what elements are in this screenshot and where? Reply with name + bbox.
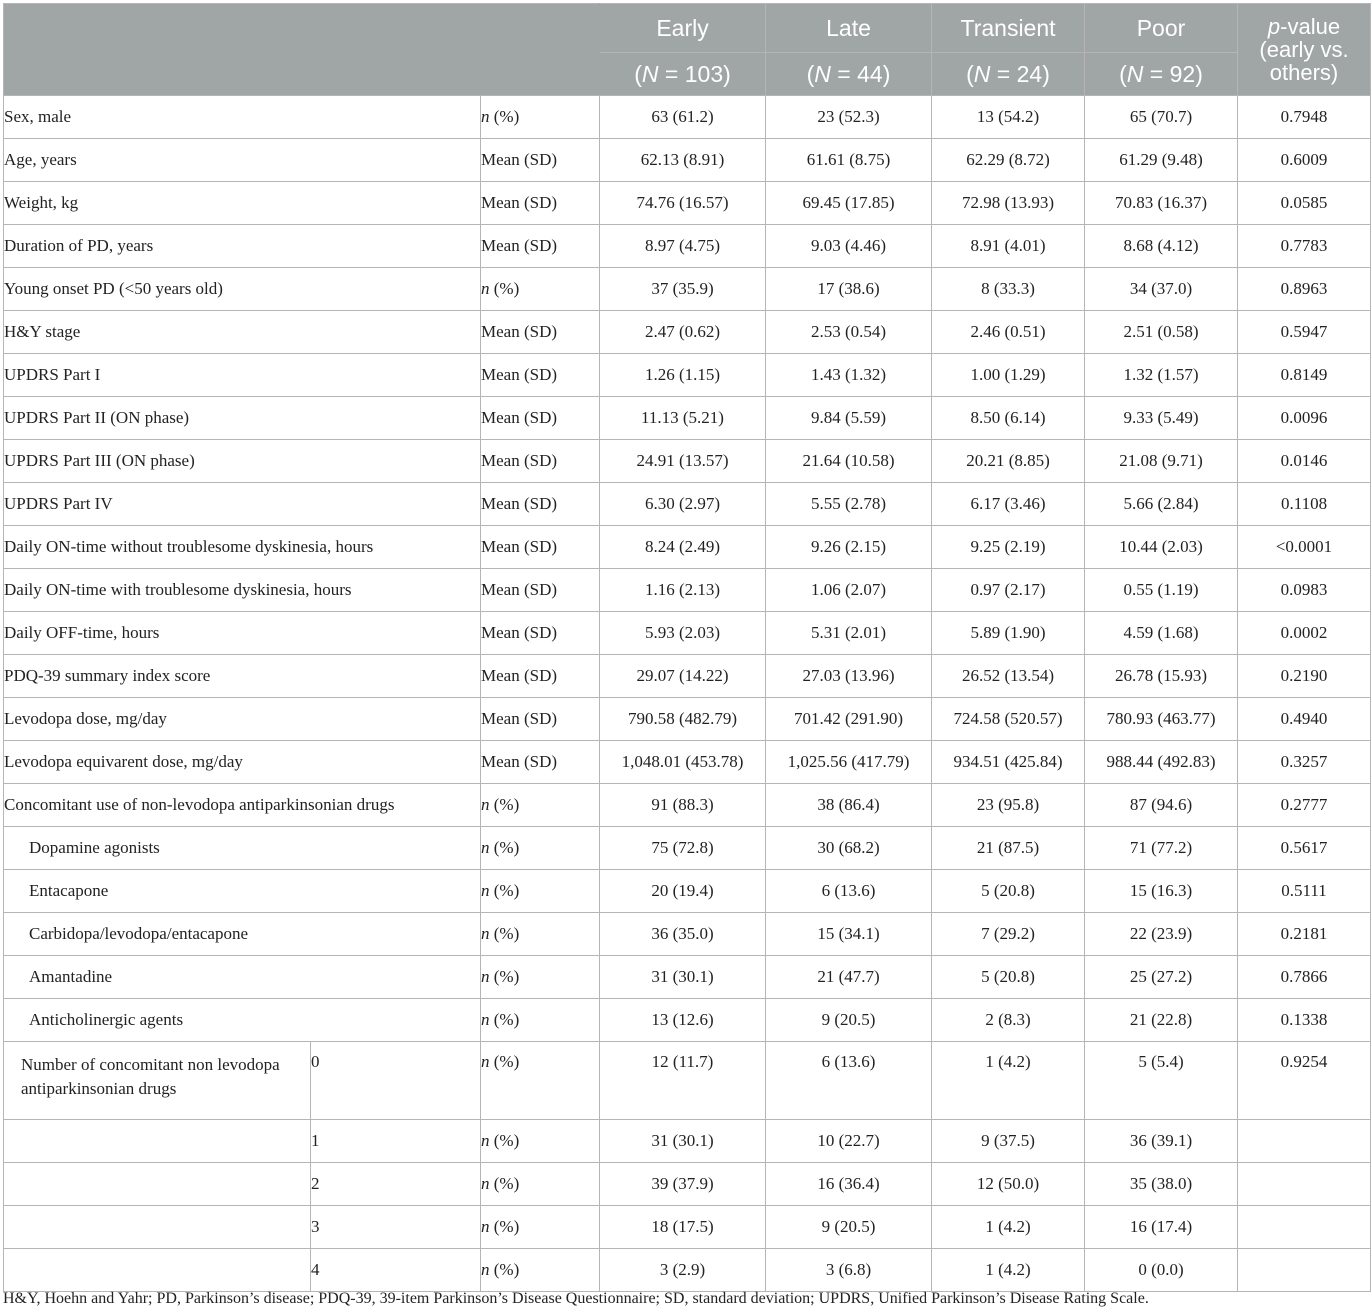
row-value-early: 8.97 (4.75) xyxy=(600,225,766,268)
table-footnote: H&Y, Hoehn and Yahr; PD, Parkinson’s disease; PDQ-39, 39-item Parkinson’s Disease Questionnaire; SD, standard deviation; UPDRS, Unified Parkinson’s Disease Rating Scale. xyxy=(3,1290,1149,1307)
header-blank-cell xyxy=(4,4,600,96)
row-pvalue: 0.2190 xyxy=(1238,655,1371,698)
row-value-late: 17 (38.6) xyxy=(766,268,932,311)
count-pvalue xyxy=(1238,1120,1371,1163)
n-symbol: N xyxy=(814,60,831,87)
table-row xyxy=(4,827,1371,870)
row-stat-type: n (%) xyxy=(481,1042,600,1120)
n-prefix: ( xyxy=(1119,60,1127,87)
count-number: 4 xyxy=(311,1249,481,1292)
count-pvalue xyxy=(1238,1163,1371,1206)
row-stat-type: n (%) xyxy=(481,999,600,1042)
row-value-late: 69.45 (17.85) xyxy=(766,182,932,225)
row-value-early: 790.58 (482.79) xyxy=(600,698,766,741)
stat-n-symbol: n xyxy=(481,795,490,814)
row-label: Duration of PD, years xyxy=(4,225,481,268)
row-pvalue: 0.2181 xyxy=(1238,913,1371,956)
row-value-poor: 34 (37.0) xyxy=(1085,268,1238,311)
row-stat-type: Mean (SD) xyxy=(481,741,600,784)
count-value-early: 18 (17.5) xyxy=(600,1206,766,1249)
stat-n-symbol: n xyxy=(481,1010,490,1029)
baseline-characteristics-table xyxy=(3,3,1371,1292)
count-row xyxy=(4,1042,1371,1120)
row-pvalue: 0.0585 xyxy=(1238,182,1371,225)
row-stat-type: n (%) xyxy=(481,870,600,913)
row-stat-type: Mean (SD) xyxy=(481,139,600,182)
row-value-poor: 9.33 (5.49) xyxy=(1085,397,1238,440)
row-label: Weight, kg xyxy=(4,182,481,225)
row-value-late: 701.42 (291.90) xyxy=(766,698,932,741)
count-section-blank xyxy=(4,1249,311,1292)
count-number: 3 xyxy=(311,1206,481,1249)
row-pvalue: 0.2777 xyxy=(1238,784,1371,827)
table-row xyxy=(4,225,1371,268)
row-label: Daily OFF-time, hours xyxy=(4,612,481,655)
n-value: 24 xyxy=(1016,60,1043,87)
row-value-transient: 7 (29.2) xyxy=(932,913,1085,956)
row-pvalue: 0.0002 xyxy=(1238,612,1371,655)
header-pvalue-rest: -value xyxy=(1280,14,1341,39)
table-row xyxy=(4,655,1371,698)
row-value-poor: 21 (22.8) xyxy=(1085,999,1238,1042)
count-pvalue xyxy=(1238,1206,1371,1249)
row-value-transient: 21 (87.5) xyxy=(932,827,1085,870)
row-pvalue: 0.0146 xyxy=(1238,440,1371,483)
n-suffix: ) xyxy=(723,60,731,87)
row-label: UPDRS Part IV xyxy=(4,483,481,526)
table-row xyxy=(4,612,1371,655)
count-value-early: 39 (37.9) xyxy=(600,1163,766,1206)
n-value: 44 xyxy=(857,60,883,87)
row-label: PDQ-39 summary index score xyxy=(4,655,481,698)
row-value-transient: 2 (8.3) xyxy=(932,999,1085,1042)
row-stat-type: Mean (SD) xyxy=(481,698,600,741)
row-value-late: 1.06 (2.07) xyxy=(766,569,932,612)
row-value-early: 36 (35.0) xyxy=(600,913,766,956)
row-stat-type: Mean (SD) xyxy=(481,526,600,569)
row-pvalue: 0.7948 xyxy=(1238,96,1371,139)
row-value-transient: 20.21 (8.85) xyxy=(932,440,1085,483)
count-value-transient: 12 (50.0) xyxy=(932,1163,1085,1206)
header-n-transient xyxy=(932,53,1085,96)
row-value-late: 21.64 (10.58) xyxy=(766,440,932,483)
count-value-transient: 1 (4.2) xyxy=(932,1206,1085,1249)
row-value-late: 9.84 (5.59) xyxy=(766,397,932,440)
row-pvalue: 0.8149 xyxy=(1238,354,1371,397)
row-value-transient: 5.89 (1.90) xyxy=(932,612,1085,655)
row-value-poor: 87 (94.6) xyxy=(1085,784,1238,827)
row-value-late: 9.26 (2.15) xyxy=(766,526,932,569)
row-value-poor: 8.68 (4.12) xyxy=(1085,225,1238,268)
row-label: Daily ON-time without troublesome dyskinesia, hours xyxy=(4,526,481,569)
table-row xyxy=(4,741,1371,784)
row-value-late: 5.31 (2.01) xyxy=(766,612,932,655)
row-stat-type: Mean (SD) xyxy=(481,440,600,483)
row-value-transient: 62.29 (8.72) xyxy=(932,139,1085,182)
row-stat-type: n (%) xyxy=(481,268,600,311)
row-label: H&Y stage xyxy=(4,311,481,354)
table-row xyxy=(4,913,1371,956)
row-value-early: 5.93 (2.03) xyxy=(600,612,766,655)
row-value-poor: 25 (27.2) xyxy=(1085,956,1238,999)
row-label: Anticholinergic agents xyxy=(4,999,481,1042)
count-section-blank xyxy=(4,1206,311,1249)
row-value-early: 91 (88.3) xyxy=(600,784,766,827)
row-value-poor: 10.44 (2.03) xyxy=(1085,526,1238,569)
row-value-early: 1.26 (1.15) xyxy=(600,354,766,397)
row-value-transient: 72.98 (13.93) xyxy=(932,182,1085,225)
n-equals: = xyxy=(658,60,685,87)
count-value-poor: 16 (17.4) xyxy=(1085,1206,1238,1249)
stat-n-symbol: n xyxy=(481,924,490,943)
count-row xyxy=(4,1163,1371,1206)
row-stat-type: n (%) xyxy=(481,1206,600,1249)
n-prefix: ( xyxy=(806,60,815,87)
count-value-late: 9 (20.5) xyxy=(766,1206,932,1249)
stat-n-symbol: n xyxy=(481,1174,490,1193)
count-number: 1 xyxy=(311,1120,481,1163)
count-value-poor: 0 (0.0) xyxy=(1085,1249,1238,1292)
row-stat-type: n (%) xyxy=(481,96,600,139)
row-label: Levodopa dose, mg/day xyxy=(4,698,481,741)
row-value-late: 38 (86.4) xyxy=(766,784,932,827)
row-pvalue: 0.7866 xyxy=(1238,956,1371,999)
count-value-early: 12 (11.7) xyxy=(600,1042,766,1120)
row-value-poor: 61.29 (9.48) xyxy=(1085,139,1238,182)
row-pvalue: 0.6009 xyxy=(1238,139,1371,182)
row-stat-type: n (%) xyxy=(481,827,600,870)
row-label: UPDRS Part II (ON phase) xyxy=(4,397,481,440)
row-value-early: 13 (12.6) xyxy=(600,999,766,1042)
row-label: Dopamine agonists xyxy=(4,827,481,870)
row-stat-type: Mean (SD) xyxy=(481,655,600,698)
stat-n-symbol: n xyxy=(481,881,490,900)
table-row xyxy=(4,526,1371,569)
n-value: 92 xyxy=(1169,60,1196,87)
count-value-late: 3 (6.8) xyxy=(766,1249,932,1292)
row-value-transient: 5 (20.8) xyxy=(932,870,1085,913)
count-value-late: 6 (13.6) xyxy=(766,1042,932,1120)
row-value-poor: 65 (70.7) xyxy=(1085,96,1238,139)
header-group-poor: Poor xyxy=(1085,4,1238,53)
count-value-transient: 9 (37.5) xyxy=(932,1120,1085,1163)
row-label: Sex, male xyxy=(4,96,481,139)
table-row xyxy=(4,96,1371,139)
row-value-early: 75 (72.8) xyxy=(600,827,766,870)
row-label: UPDRS Part III (ON phase) xyxy=(4,440,481,483)
row-value-transient: 8 (33.3) xyxy=(932,268,1085,311)
n-equals: = xyxy=(990,60,1017,87)
row-value-early: 8.24 (2.49) xyxy=(600,526,766,569)
row-label: Young onset PD (<50 years old) xyxy=(4,268,481,311)
row-pvalue: 0.0096 xyxy=(1238,397,1371,440)
row-value-poor: 1.32 (1.57) xyxy=(1085,354,1238,397)
table-row xyxy=(4,870,1371,913)
row-value-early: 1,048.01 (453.78) xyxy=(600,741,766,784)
stat-n-symbol: n xyxy=(481,1052,490,1071)
row-value-transient: 8.50 (6.14) xyxy=(932,397,1085,440)
row-value-transient: 934.51 (425.84) xyxy=(932,741,1085,784)
row-pvalue: 0.7783 xyxy=(1238,225,1371,268)
stat-n-symbol: n xyxy=(481,279,490,298)
row-pvalue: 0.5617 xyxy=(1238,827,1371,870)
row-value-late: 23 (52.3) xyxy=(766,96,932,139)
row-value-early: 63 (61.2) xyxy=(600,96,766,139)
row-value-transient: 1.00 (1.29) xyxy=(932,354,1085,397)
row-stat-type: Mean (SD) xyxy=(481,397,600,440)
header-group-late: Late xyxy=(766,4,932,53)
row-label: Daily ON-time with troublesome dyskinesia, hours xyxy=(4,569,481,612)
count-value-late: 16 (36.4) xyxy=(766,1163,932,1206)
row-value-early: 1.16 (2.13) xyxy=(600,569,766,612)
row-value-transient: 9.25 (2.19) xyxy=(932,526,1085,569)
count-value-early: 3 (2.9) xyxy=(600,1249,766,1292)
n-value: 103 xyxy=(684,60,724,87)
row-pvalue: 0.5947 xyxy=(1238,311,1371,354)
n-equals: = xyxy=(830,60,858,87)
row-stat-type: n (%) xyxy=(481,784,600,827)
n-suffix: ) xyxy=(882,60,891,87)
row-value-poor: 22 (23.9) xyxy=(1085,913,1238,956)
row-stat-type: n (%) xyxy=(481,1120,600,1163)
row-value-late: 9.03 (4.46) xyxy=(766,225,932,268)
count-section-blank xyxy=(4,1120,311,1163)
count-value-poor: 5 (5.4) xyxy=(1085,1042,1238,1120)
table-row xyxy=(4,397,1371,440)
header-pvalue xyxy=(1238,4,1371,96)
count-row xyxy=(4,1206,1371,1249)
count-section-label: Number of concomitant non levodopa antiparkinsonian drugs xyxy=(4,1042,311,1120)
n-symbol: N xyxy=(1126,60,1144,87)
row-label: Concomitant use of non-levodopa antiparkinsonian drugs xyxy=(4,784,481,827)
header-group-early: Early xyxy=(600,4,766,53)
row-label: Amantadine xyxy=(4,956,481,999)
header-pvalue-line3: others) xyxy=(1269,60,1339,85)
row-value-late: 61.61 (8.75) xyxy=(766,139,932,182)
row-value-poor: 2.51 (0.58) xyxy=(1085,311,1238,354)
row-value-transient: 26.52 (13.54) xyxy=(932,655,1085,698)
row-label: Carbidopa/levodopa/entacapone xyxy=(4,913,481,956)
count-value-transient: 1 (4.2) xyxy=(932,1249,1085,1292)
row-pvalue: <0.0001 xyxy=(1238,526,1371,569)
row-value-poor: 21.08 (9.71) xyxy=(1085,440,1238,483)
row-value-late: 9 (20.5) xyxy=(766,999,932,1042)
count-value-late: 10 (22.7) xyxy=(766,1120,932,1163)
row-stat-type: n (%) xyxy=(481,913,600,956)
row-value-late: 27.03 (13.96) xyxy=(766,655,932,698)
header-group-transient: Transient xyxy=(932,4,1085,53)
row-value-transient: 5 (20.8) xyxy=(932,956,1085,999)
table-row xyxy=(4,999,1371,1042)
row-value-poor: 71 (77.2) xyxy=(1085,827,1238,870)
table-row xyxy=(4,354,1371,397)
row-stat-type: n (%) xyxy=(481,1249,600,1292)
row-value-early: 11.13 (5.21) xyxy=(600,397,766,440)
row-stat-type: Mean (SD) xyxy=(481,225,600,268)
table-row xyxy=(4,182,1371,225)
count-number: 0 xyxy=(311,1042,481,1120)
n-symbol: N xyxy=(641,60,659,87)
row-value-poor: 0.55 (1.19) xyxy=(1085,569,1238,612)
row-stat-type: Mean (SD) xyxy=(481,612,600,655)
n-symbol: N xyxy=(973,60,991,87)
row-pvalue: 0.1338 xyxy=(1238,999,1371,1042)
row-value-transient: 13 (54.2) xyxy=(932,96,1085,139)
header-n-early xyxy=(600,53,766,96)
row-value-transient: 23 (95.8) xyxy=(932,784,1085,827)
row-value-poor: 988.44 (492.83) xyxy=(1085,741,1238,784)
n-prefix: ( xyxy=(634,60,642,87)
row-value-late: 1,025.56 (417.79) xyxy=(766,741,932,784)
row-stat-type: Mean (SD) xyxy=(481,311,600,354)
row-value-poor: 70.83 (16.37) xyxy=(1085,182,1238,225)
row-value-late: 21 (47.7) xyxy=(766,956,932,999)
table-row xyxy=(4,139,1371,182)
row-stat-type: Mean (SD) xyxy=(481,182,600,225)
n-suffix: ) xyxy=(1195,60,1203,87)
row-pvalue: 0.4940 xyxy=(1238,698,1371,741)
count-row xyxy=(4,1120,1371,1163)
row-value-early: 62.13 (8.91) xyxy=(600,139,766,182)
count-value-poor: 35 (38.0) xyxy=(1085,1163,1238,1206)
row-value-early: 31 (30.1) xyxy=(600,956,766,999)
count-number: 2 xyxy=(311,1163,481,1206)
count-pvalue: 0.9254 xyxy=(1238,1042,1371,1120)
row-value-transient: 724.58 (520.57) xyxy=(932,698,1085,741)
row-value-transient: 8.91 (4.01) xyxy=(932,225,1085,268)
header-pvalue-line2: (early vs. xyxy=(1259,37,1349,62)
count-pvalue xyxy=(1238,1249,1371,1292)
row-value-early: 29.07 (14.22) xyxy=(600,655,766,698)
row-value-poor: 5.66 (2.84) xyxy=(1085,483,1238,526)
table-row xyxy=(4,569,1371,612)
table-row xyxy=(4,784,1371,827)
header-n-poor xyxy=(1085,53,1238,96)
row-value-early: 6.30 (2.97) xyxy=(600,483,766,526)
row-pvalue: 0.5111 xyxy=(1238,870,1371,913)
row-stat-type: Mean (SD) xyxy=(481,483,600,526)
n-equals: = xyxy=(1143,60,1170,87)
header-n-late xyxy=(766,53,932,96)
row-label: Entacapone xyxy=(4,870,481,913)
row-value-early: 74.76 (16.57) xyxy=(600,182,766,225)
table-body xyxy=(4,96,1371,1292)
table-row xyxy=(4,311,1371,354)
row-stat-type: Mean (SD) xyxy=(481,354,600,397)
table-row xyxy=(4,698,1371,741)
row-stat-type: n (%) xyxy=(481,1163,600,1206)
stat-n-symbol: n xyxy=(481,1217,490,1236)
table-row xyxy=(4,268,1371,311)
row-pvalue: 0.8963 xyxy=(1238,268,1371,311)
row-value-early: 2.47 (0.62) xyxy=(600,311,766,354)
row-value-late: 5.55 (2.78) xyxy=(766,483,932,526)
n-suffix: ) xyxy=(1042,60,1050,87)
row-value-early: 37 (35.9) xyxy=(600,268,766,311)
count-value-poor: 36 (39.1) xyxy=(1085,1120,1238,1163)
row-value-poor: 4.59 (1.68) xyxy=(1085,612,1238,655)
row-value-transient: 0.97 (2.17) xyxy=(932,569,1085,612)
stat-n-symbol: n xyxy=(481,1131,490,1150)
row-value-transient: 6.17 (3.46) xyxy=(932,483,1085,526)
header-pvalue-p: p xyxy=(1267,14,1281,39)
row-value-late: 6 (13.6) xyxy=(766,870,932,913)
row-value-late: 30 (68.2) xyxy=(766,827,932,870)
row-pvalue: 0.0983 xyxy=(1238,569,1371,612)
row-label: Age, years xyxy=(4,139,481,182)
row-value-poor: 15 (16.3) xyxy=(1085,870,1238,913)
stat-n-symbol: n xyxy=(481,967,490,986)
count-section-blank xyxy=(4,1163,311,1206)
table-row xyxy=(4,440,1371,483)
row-stat-type: Mean (SD) xyxy=(481,569,600,612)
row-value-early: 20 (19.4) xyxy=(600,870,766,913)
row-value-late: 2.53 (0.54) xyxy=(766,311,932,354)
count-value-transient: 1 (4.2) xyxy=(932,1042,1085,1120)
stat-n-symbol: n xyxy=(481,107,490,126)
row-value-poor: 780.93 (463.77) xyxy=(1085,698,1238,741)
table-header xyxy=(4,4,1371,96)
row-value-early: 24.91 (13.57) xyxy=(600,440,766,483)
n-prefix: ( xyxy=(966,60,974,87)
row-value-late: 1.43 (1.32) xyxy=(766,354,932,397)
row-label: UPDRS Part I xyxy=(4,354,481,397)
row-label: Levodopa equivarent dose, mg/day xyxy=(4,741,481,784)
count-row xyxy=(4,1249,1371,1292)
row-value-transient: 2.46 (0.51) xyxy=(932,311,1085,354)
row-pvalue: 0.1108 xyxy=(1238,483,1371,526)
stat-n-symbol: n xyxy=(481,838,490,857)
row-pvalue: 0.3257 xyxy=(1238,741,1371,784)
table-row xyxy=(4,956,1371,999)
row-value-late: 15 (34.1) xyxy=(766,913,932,956)
count-value-early: 31 (30.1) xyxy=(600,1120,766,1163)
table-row xyxy=(4,483,1371,526)
row-stat-type: n (%) xyxy=(481,956,600,999)
row-value-poor: 26.78 (15.93) xyxy=(1085,655,1238,698)
stat-n-symbol: n xyxy=(481,1260,490,1279)
